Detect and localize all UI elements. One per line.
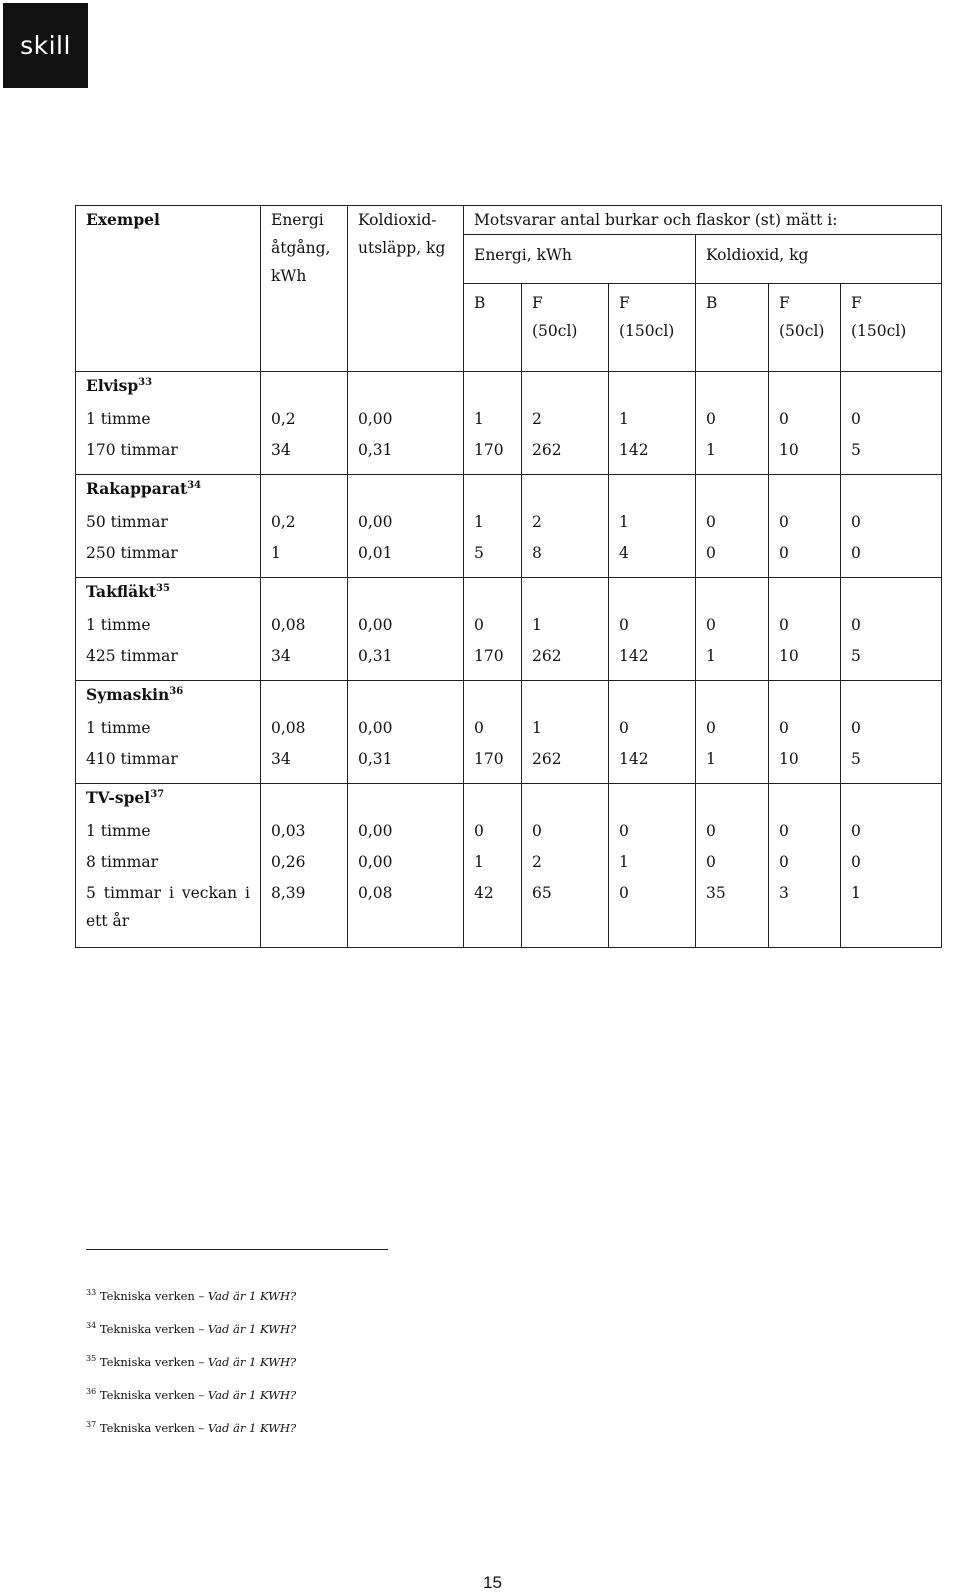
co2-value: 0,00 (348, 845, 464, 876)
count-value: 0 (696, 402, 769, 433)
footnote-text: Tekniska verken – (99, 1322, 208, 1336)
header-co2: Koldioxid-utsläpp, kg (348, 206, 464, 372)
section-spacer-cell (841, 578, 942, 609)
co2-value: 0,00 (348, 402, 464, 433)
count-value: 2 (522, 505, 609, 536)
count-value: 0 (841, 711, 942, 742)
count-value: 5 (841, 433, 942, 475)
count-value: 8 (522, 536, 609, 578)
header-sub-3 (696, 284, 769, 372)
header-group-co2: Koldioxid, kg (696, 235, 942, 284)
section-spacer-cell (696, 578, 769, 609)
energy-value: 0,08 (261, 711, 348, 742)
footnote-number: 36 (86, 1387, 97, 1397)
energy-value: 1 (261, 536, 348, 578)
footnote-ref: 33 (138, 376, 153, 388)
section-spacer-cell (609, 784, 696, 815)
section-spacer-cell (348, 475, 464, 506)
table-row (76, 402, 942, 433)
count-value: 10 (769, 639, 841, 681)
count-value: 2 (522, 402, 609, 433)
count-value: 0 (769, 402, 841, 433)
header-sub-2 (609, 284, 696, 372)
section-spacer-cell (696, 475, 769, 506)
co2-value: 0,00 (348, 711, 464, 742)
count-value: 0 (769, 845, 841, 876)
header-sub-label: F (532, 294, 543, 312)
count-value: 1 (609, 845, 696, 876)
row-label: 8 timmar (86, 853, 159, 871)
row-label: 1 timme (86, 822, 151, 840)
section-spacer-cell (696, 784, 769, 815)
footnote (86, 1280, 296, 1313)
footnote-number: 35 (86, 1354, 97, 1364)
section-spacer-cell (261, 784, 348, 815)
count-value: 0 (609, 711, 696, 742)
section-spacer-cell (841, 475, 942, 506)
header-row (76, 206, 942, 235)
row-label: 1 timme (86, 410, 151, 428)
energy-value: 0,2 (261, 402, 348, 433)
co2-value: 0,31 (348, 742, 464, 784)
row-label: 1 timme (86, 616, 151, 634)
section-spacer-cell (464, 578, 522, 609)
count-value: 0 (696, 814, 769, 845)
co2-value: 0,00 (348, 814, 464, 845)
count-value: 0 (522, 814, 609, 845)
section-spacer-cell (609, 475, 696, 506)
footnote-text: Tekniska verken – (99, 1388, 208, 1402)
count-value: 5 (464, 536, 522, 578)
footnote-number: 37 (86, 1420, 97, 1430)
section-spacer-cell (464, 475, 522, 506)
count-value: 10 (769, 742, 841, 784)
header-sub-unit: (150cl) (619, 322, 675, 340)
footnote-number: 34 (86, 1321, 97, 1331)
count-value: 10 (769, 433, 841, 475)
footnote-text: Tekniska verken – (99, 1355, 208, 1369)
count-value: 262 (522, 639, 609, 681)
section-name: Symaskin (86, 685, 170, 704)
count-value: 142 (609, 639, 696, 681)
count-value: 142 (609, 433, 696, 475)
header-sub-unit (474, 317, 521, 345)
section-spacer-cell (696, 681, 769, 712)
section-spacer-cell (522, 578, 609, 609)
footnote-ref: 34 (187, 479, 202, 491)
header-energy: Energi åtgång, kWh (261, 206, 348, 372)
footnote-title: Vad är 1 KWH? (207, 1388, 297, 1402)
count-value: 1 (696, 433, 769, 475)
section-title (76, 578, 261, 609)
section-spacer-cell (261, 578, 348, 609)
count-value: 1 (464, 402, 522, 433)
section-spacer-cell (261, 372, 348, 403)
count-value: 0 (464, 711, 522, 742)
count-value: 1 (522, 608, 609, 639)
count-value: 1 (464, 505, 522, 536)
footnote-separator (86, 1249, 388, 1250)
section-spacer-cell (609, 578, 696, 609)
count-value: 0 (696, 536, 769, 578)
header-sub-label: B (474, 294, 486, 312)
section-spacer-cell (769, 784, 841, 815)
count-value: 0 (609, 608, 696, 639)
table-row (76, 505, 942, 536)
header-sub-label: B (706, 294, 718, 312)
header-sub-1 (522, 284, 609, 372)
energy-value: 0,03 (261, 814, 348, 845)
count-value: 170 (464, 742, 522, 784)
table-row (76, 845, 942, 876)
section-row (76, 784, 942, 815)
section-spacer-cell (609, 681, 696, 712)
energy-value: 34 (261, 742, 348, 784)
skill-logo (3, 3, 88, 88)
footnote-title: Vad är 1 KWH? (207, 1421, 297, 1435)
row-label: 410 timmar (86, 750, 178, 768)
count-value: 0 (769, 505, 841, 536)
header-sub-5 (841, 284, 942, 372)
count-value: 1 (522, 711, 609, 742)
footnotes (86, 1280, 296, 1445)
section-spacer-cell (522, 681, 609, 712)
header-sub-unit: (150cl) (851, 322, 907, 340)
section-title (76, 681, 261, 712)
count-value: 0 (841, 505, 942, 536)
section-spacer-cell (348, 578, 464, 609)
co2-value: 0,00 (348, 505, 464, 536)
section-spacer-cell (261, 681, 348, 712)
count-value: 65 (522, 876, 609, 948)
header-sub-4 (769, 284, 841, 372)
table-row (76, 608, 942, 639)
header-sub-0 (464, 284, 522, 372)
count-value: 0 (841, 814, 942, 845)
section-spacer-cell (522, 475, 609, 506)
section-spacer-cell (464, 372, 522, 403)
row-label: 1 timme (86, 719, 151, 737)
section-spacer-cell (464, 784, 522, 815)
co2-value: 0,00 (348, 608, 464, 639)
header-equivalent: Motsvarar antal burkar och flaskor (st) mätt i: (464, 206, 942, 235)
count-value: 0 (841, 845, 942, 876)
count-value: 2 (522, 845, 609, 876)
count-value: 42 (464, 876, 522, 948)
table-row (76, 536, 942, 578)
section-spacer-cell (841, 784, 942, 815)
header-sub-unit: (50cl) (532, 322, 578, 340)
footnote (86, 1346, 296, 1379)
table-row (76, 639, 942, 681)
count-value: 142 (609, 742, 696, 784)
section-title (76, 372, 261, 403)
header-group-energy: Energi, kWh (464, 235, 696, 284)
count-value: 1 (609, 505, 696, 536)
co2-value: 0,08 (348, 876, 464, 948)
section-spacer-cell (769, 681, 841, 712)
section-title (76, 784, 261, 815)
section-row (76, 372, 942, 403)
section-spacer-cell (348, 681, 464, 712)
table-row (76, 433, 942, 475)
count-value: 0 (696, 845, 769, 876)
count-value: 1 (696, 639, 769, 681)
count-value: 262 (522, 742, 609, 784)
section-title (76, 475, 261, 506)
count-value: 5 (841, 639, 942, 681)
section-spacer-cell (841, 681, 942, 712)
count-value: 1 (609, 402, 696, 433)
section-name: Rakapparat (86, 479, 188, 498)
count-value: 0 (841, 536, 942, 578)
header-example: Exempel (86, 210, 160, 229)
footnote-title: Vad är 1 KWH? (207, 1289, 297, 1303)
header-sub-label: F (851, 294, 862, 312)
count-value: 35 (696, 876, 769, 948)
energy-value: 34 (261, 639, 348, 681)
count-value: 0 (841, 608, 942, 639)
section-row (76, 681, 942, 712)
footnote-number: 33 (86, 1288, 97, 1298)
count-value: 5 (841, 742, 942, 784)
footnote-ref: 37 (150, 788, 165, 800)
energy-value: 0,26 (261, 845, 348, 876)
energy-value: 0,2 (261, 505, 348, 536)
section-spacer-cell (769, 475, 841, 506)
logo-text: skill (20, 31, 71, 60)
footnote-title: Vad är 1 KWH? (207, 1355, 297, 1369)
count-value: 0 (464, 608, 522, 639)
energy-value: 34 (261, 433, 348, 475)
count-value: 1 (464, 845, 522, 876)
co2-value: 0,31 (348, 639, 464, 681)
count-value: 0 (696, 505, 769, 536)
count-value: 262 (522, 433, 609, 475)
count-value: 0 (696, 608, 769, 639)
count-value: 0 (769, 536, 841, 578)
section-name: Takfläkt (86, 582, 157, 601)
count-value: 0 (769, 608, 841, 639)
section-spacer-cell (348, 784, 464, 815)
section-spacer-cell (522, 784, 609, 815)
header-sub-label: F (619, 294, 630, 312)
count-value: 0 (841, 402, 942, 433)
count-value: 1 (696, 742, 769, 784)
header-sub-unit (706, 317, 768, 345)
count-value: 170 (464, 639, 522, 681)
count-value: 0 (609, 876, 696, 948)
header-sub-unit: (50cl) (779, 322, 825, 340)
row-label: 250 timmar (86, 544, 178, 562)
footnote (86, 1412, 296, 1445)
footnote-ref: 35 (156, 582, 170, 594)
section-name: TV-spel (86, 788, 151, 807)
table-row (76, 814, 942, 845)
table-row (76, 876, 942, 948)
table-row (76, 711, 942, 742)
section-spacer-cell (464, 681, 522, 712)
section-spacer-cell (609, 372, 696, 403)
section-spacer-cell (348, 372, 464, 403)
table-row (76, 742, 942, 784)
section-spacer-cell (696, 372, 769, 403)
section-spacer-cell (841, 372, 942, 403)
section-row (76, 475, 942, 506)
energy-table (75, 205, 942, 948)
count-value: 3 (769, 876, 841, 948)
section-spacer-cell (769, 372, 841, 403)
count-value: 4 (609, 536, 696, 578)
footnote (86, 1313, 296, 1346)
row-label: 50 timmar (86, 513, 168, 531)
row-label: 425 timmar (86, 647, 178, 665)
footnote-text: Tekniska verken – (99, 1421, 208, 1435)
count-value: 0 (696, 711, 769, 742)
section-row (76, 578, 942, 609)
energy-value: 8,39 (261, 876, 348, 948)
footnote (86, 1379, 296, 1412)
row-label: 170 timmar (86, 441, 178, 459)
co2-value: 0,31 (348, 433, 464, 475)
count-value: 0 (609, 814, 696, 845)
section-name: Elvisp (86, 376, 139, 395)
count-value: 0 (769, 711, 841, 742)
count-value: 0 (769, 814, 841, 845)
section-spacer-cell (261, 475, 348, 506)
page-number: 15 (483, 1573, 502, 1592)
count-value: 0 (464, 814, 522, 845)
section-spacer-cell (522, 372, 609, 403)
count-value: 1 (841, 876, 942, 948)
section-spacer-cell (769, 578, 841, 609)
row-label: 5 timmar i veckan i ett år (86, 884, 250, 930)
header-sub-label: F (779, 294, 790, 312)
co2-value: 0,01 (348, 536, 464, 578)
energy-value: 0,08 (261, 608, 348, 639)
footnote-text: Tekniska verken – (99, 1289, 208, 1303)
count-value: 170 (464, 433, 522, 475)
footnote-ref: 36 (169, 685, 184, 697)
footnote-title: Vad är 1 KWH? (207, 1322, 297, 1336)
